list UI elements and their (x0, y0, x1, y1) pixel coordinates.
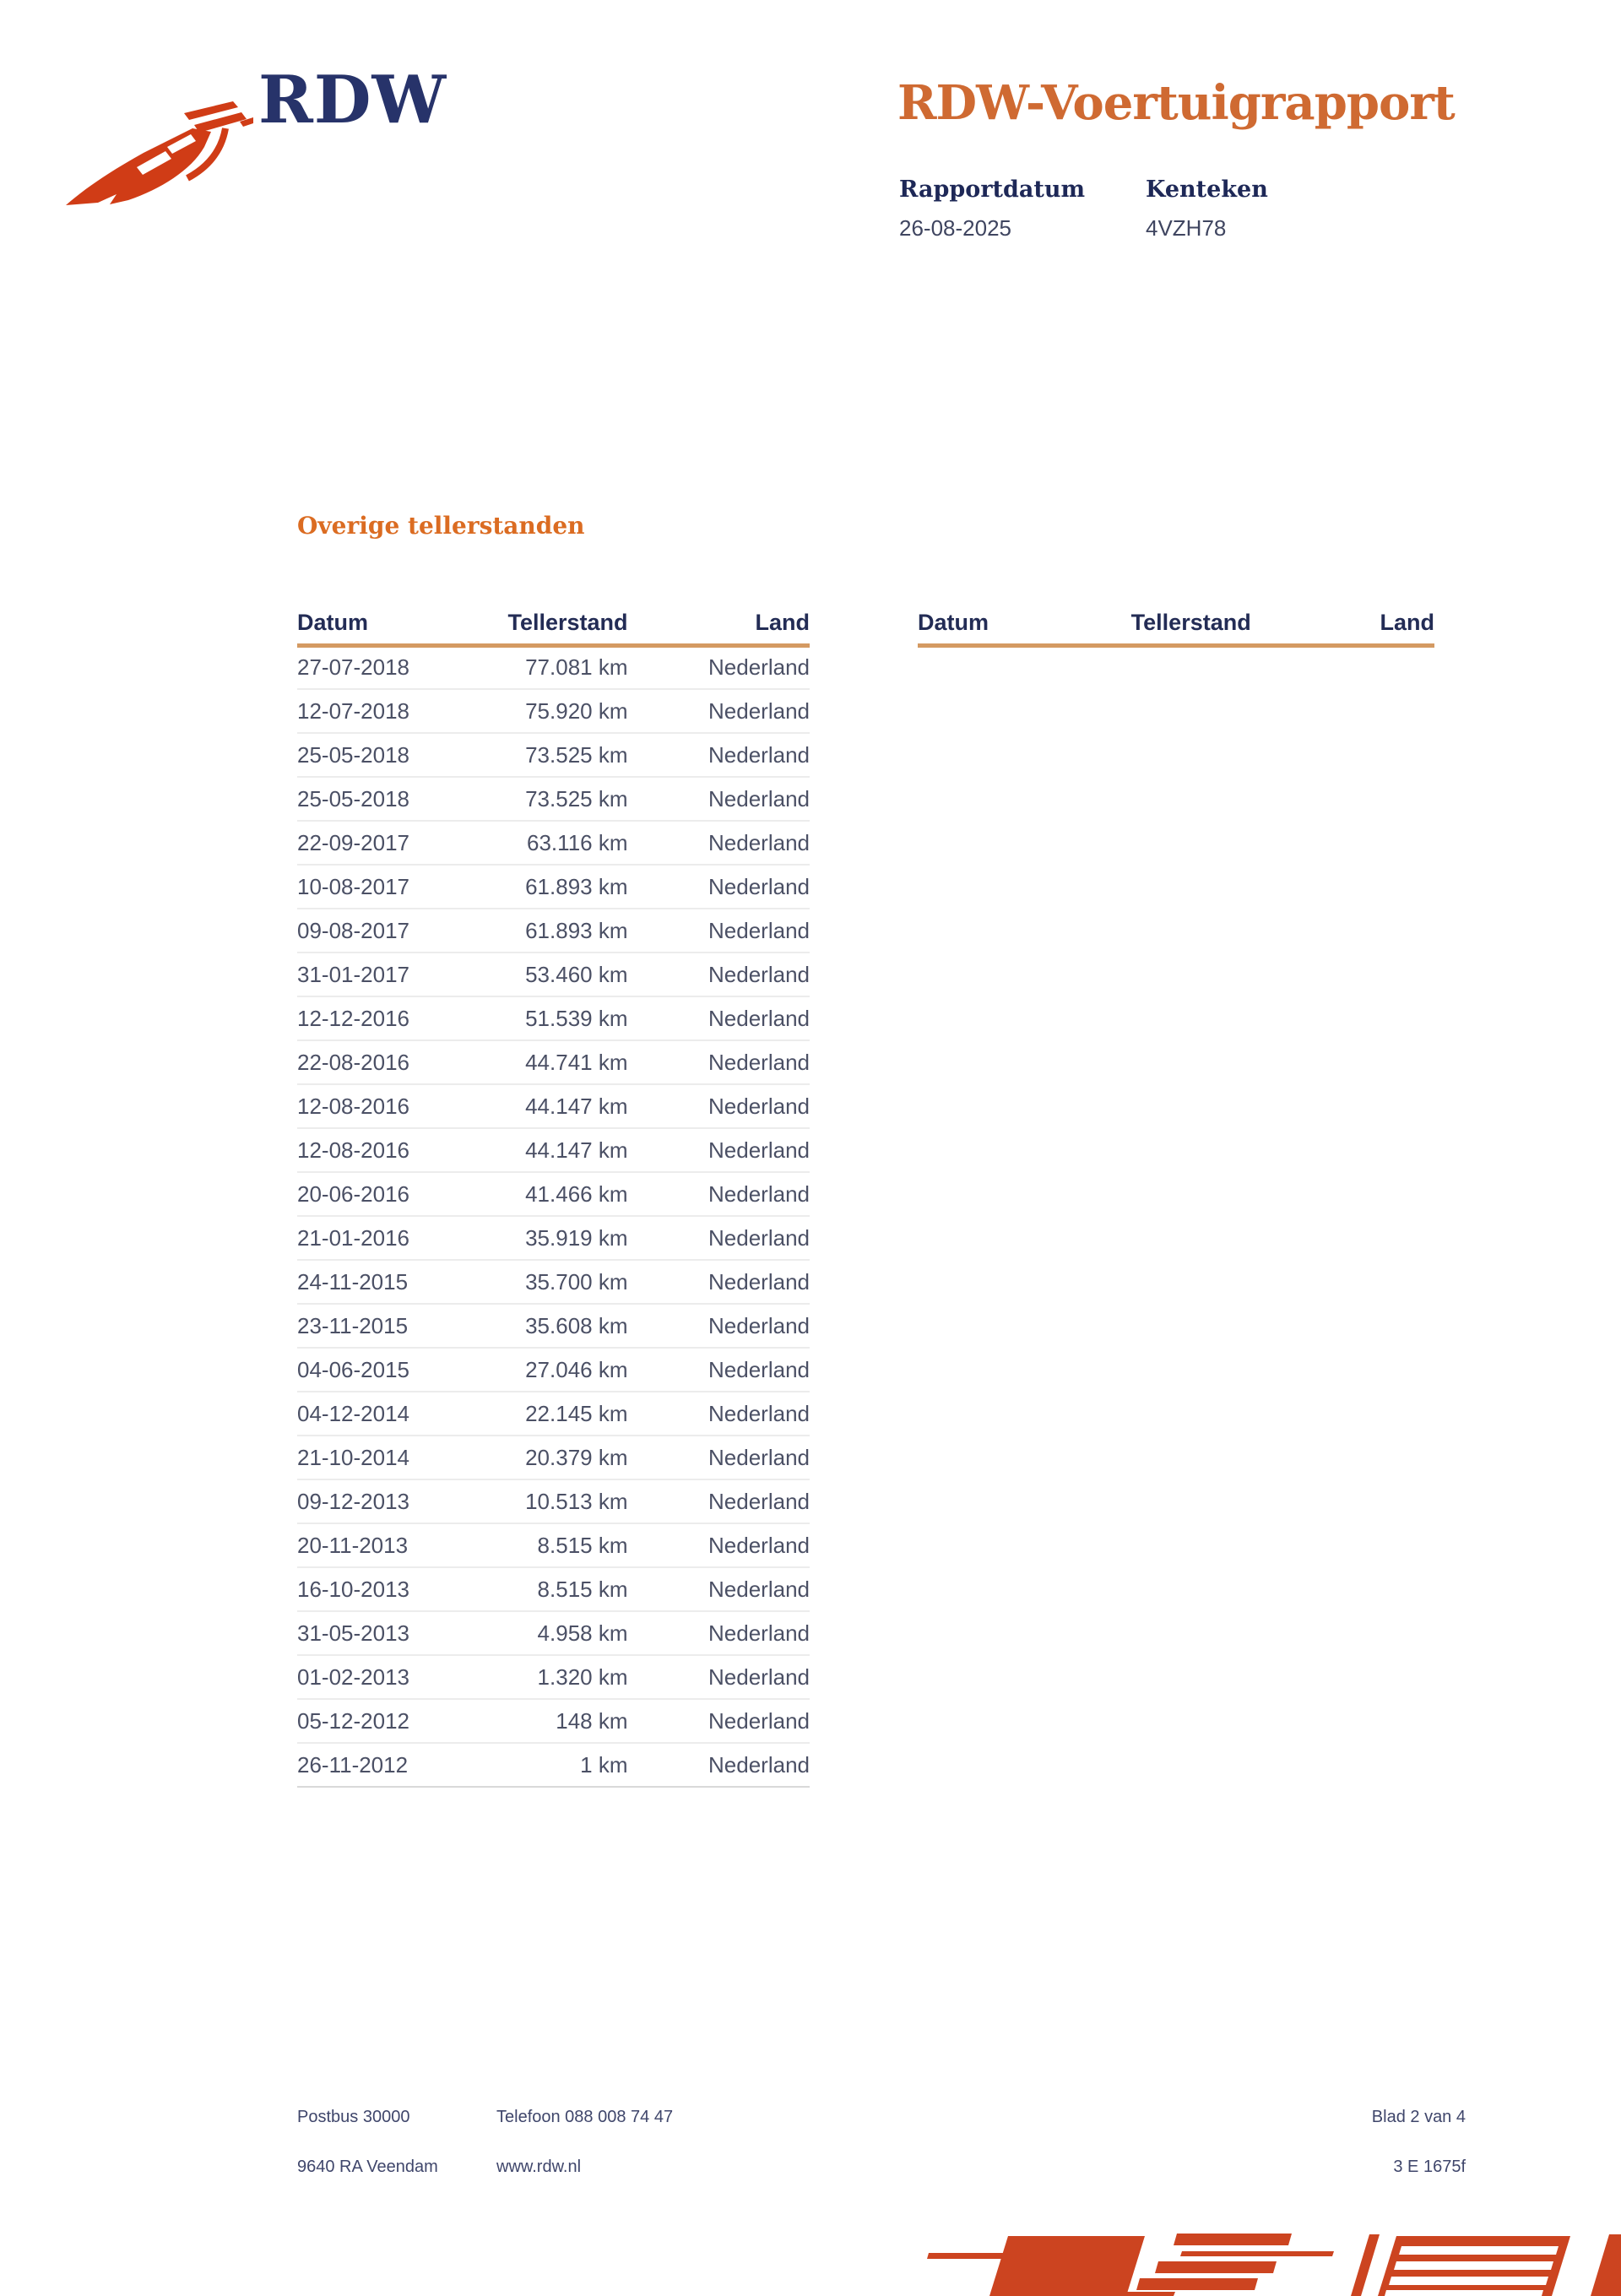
cell-datum: 12-08-2016 (297, 1084, 492, 1128)
cell-tellerstand: 1.320 km (492, 1655, 628, 1699)
cell-tellerstand: 51.539 km (492, 996, 628, 1040)
cell-tellerstand: 44.147 km (492, 1128, 628, 1172)
footer-contact (297, 2108, 673, 2176)
cell-tellerstand: 61.893 km (492, 909, 628, 953)
cell-tellerstand: 61.893 km (492, 865, 628, 909)
page-title: RDW-Voertuigrapport (897, 75, 1455, 131)
cell-datum: 10-08-2017 (297, 865, 492, 909)
table-row (297, 1479, 810, 1523)
cell-land: Nederland (628, 865, 810, 909)
cell-land: Nederland (628, 733, 810, 777)
cell-datum: 22-09-2017 (297, 821, 492, 865)
report-meta (899, 177, 1392, 240)
footer-phone: Telefoon 088 008 74 47 (496, 2108, 674, 2126)
cell-datum: 01-02-2013 (297, 1655, 492, 1699)
table-row (297, 1216, 810, 1260)
cell-datum: 04-06-2015 (297, 1348, 492, 1392)
page-indicator: Blad 2 van 4 (1371, 2108, 1466, 2126)
cell-datum: 12-12-2016 (297, 996, 492, 1040)
table-row (297, 1348, 810, 1392)
cell-land: Nederland (628, 777, 810, 821)
cell-datum: 27-07-2018 (297, 645, 492, 689)
cell-land: Nederland (628, 1655, 810, 1699)
cell-tellerstand: 44.147 km (492, 1084, 628, 1128)
cell-datum: 23-11-2015 (297, 1304, 492, 1348)
cell-tellerstand: 1 km (492, 1743, 628, 1787)
footer-phone-web-block (496, 2108, 673, 2176)
cell-land: Nederland (628, 909, 810, 953)
table-row (297, 909, 810, 953)
column-header-land: Land (1251, 611, 1434, 645)
cell-tellerstand: 35.700 km (492, 1260, 628, 1304)
cell-datum: 26-11-2012 (297, 1743, 492, 1787)
cell-tellerstand: 75.920 km (492, 689, 628, 733)
report-date-label: Rapportdatum (899, 176, 1086, 203)
cell-tellerstand: 63.116 km (492, 821, 628, 865)
table-row (297, 1128, 810, 1172)
rdw-feather-stripes-graphic-icon (895, 2221, 1621, 2296)
table-row (297, 1304, 810, 1348)
column-header-datum: Datum (918, 611, 1114, 645)
table-row (297, 777, 810, 821)
cell-land: Nederland (628, 1084, 810, 1128)
table-row (297, 1084, 810, 1128)
cell-datum: 12-08-2016 (297, 1128, 492, 1172)
cell-land: Nederland (628, 1479, 810, 1523)
cell-tellerstand: 44.741 km (492, 1040, 628, 1084)
cell-land: Nederland (628, 1523, 810, 1567)
cell-tellerstand: 77.081 km (492, 645, 628, 689)
cell-tellerstand: 20.379 km (492, 1436, 628, 1479)
cell-tellerstand: 148 km (492, 1699, 628, 1743)
cell-land: Nederland (628, 953, 810, 996)
section-heading-overige-tellerstanden: Overige tellerstanden (297, 512, 585, 540)
cell-datum: 25-05-2018 (297, 733, 492, 777)
rdw-wordmark: RDW (258, 62, 447, 138)
column-header-land: Land (628, 611, 810, 645)
column-header-tellerstand: Tellerstand (492, 611, 628, 645)
cell-tellerstand: 22.145 km (492, 1392, 628, 1436)
table-row (297, 733, 810, 777)
table-row (297, 1611, 810, 1655)
cell-datum: 21-10-2014 (297, 1436, 492, 1479)
cell-land: Nederland (628, 821, 810, 865)
form-code: 3 E 1675f (1393, 2158, 1466, 2176)
table-row (297, 1392, 810, 1436)
table-row (297, 953, 810, 996)
cell-datum: 21-01-2016 (297, 1216, 492, 1260)
cell-tellerstand: 53.460 km (492, 953, 628, 996)
cell-datum: 22-08-2016 (297, 1040, 492, 1084)
cell-datum: 31-05-2013 (297, 1611, 492, 1655)
footer-website: www.rdw.nl (496, 2158, 582, 2176)
cell-land: Nederland (628, 1304, 810, 1348)
column-header-tellerstand: Tellerstand (1114, 611, 1251, 645)
cell-datum: 09-08-2017 (297, 909, 492, 953)
cell-datum: 12-07-2018 (297, 689, 492, 733)
table-header-row (297, 611, 810, 645)
cell-datum: 04-12-2014 (297, 1392, 492, 1436)
table-row (297, 865, 810, 909)
cell-tellerstand: 8.515 km (492, 1567, 628, 1611)
cell-land: Nederland (628, 1348, 810, 1392)
cell-tellerstand: 27.046 km (492, 1348, 628, 1392)
footer-city: 9640 RA Veendam (297, 2158, 438, 2176)
cell-datum: 09-12-2013 (297, 1479, 492, 1523)
table-row (297, 1523, 810, 1567)
footer-postbox: Postbus 30000 (297, 2108, 410, 2126)
cell-datum: 31-01-2017 (297, 953, 492, 996)
odometer-table-right (918, 611, 1434, 648)
license-plate-value: 4VZH78 (1146, 214, 1227, 241)
table-row (297, 1743, 810, 1787)
table-row (297, 1172, 810, 1216)
cell-datum: 25-05-2018 (297, 777, 492, 821)
cell-datum: 20-06-2016 (297, 1172, 492, 1216)
table-row (297, 821, 810, 865)
table-row (297, 1040, 810, 1084)
cell-datum: 20-11-2013 (297, 1523, 492, 1567)
cell-datum: 16-10-2013 (297, 1567, 492, 1611)
cell-land: Nederland (628, 1567, 810, 1611)
table-row (297, 1655, 810, 1699)
cell-land: Nederland (628, 1260, 810, 1304)
cell-land: Nederland (628, 1172, 810, 1216)
cell-tellerstand: 73.525 km (492, 733, 628, 777)
cell-datum: 05-12-2012 (297, 1699, 492, 1743)
cell-land: Nederland (628, 1611, 810, 1655)
cell-tellerstand: 35.919 km (492, 1216, 628, 1260)
table-row (297, 1436, 810, 1479)
cell-tellerstand: 73.525 km (492, 777, 628, 821)
cell-datum: 24-11-2015 (297, 1260, 492, 1304)
table-row (297, 1699, 810, 1743)
license-plate-block (1146, 177, 1392, 240)
cell-tellerstand: 35.608 km (492, 1304, 628, 1348)
report-date-value: 26-08-2025 (899, 214, 1011, 241)
table-row (297, 645, 810, 689)
cell-land: Nederland (628, 1216, 810, 1260)
rdw-feather-logo-icon (59, 93, 253, 215)
report-date-block (899, 177, 1146, 240)
table-header-row (918, 611, 1434, 645)
cell-tellerstand: 4.958 km (492, 1611, 628, 1655)
cell-land: Nederland (628, 1436, 810, 1479)
cell-land: Nederland (628, 1040, 810, 1084)
cell-land: Nederland (628, 1743, 810, 1787)
cell-tellerstand: 10.513 km (492, 1479, 628, 1523)
table-row (297, 1260, 810, 1304)
cell-land: Nederland (628, 996, 810, 1040)
cell-land: Nederland (628, 1392, 810, 1436)
table-row (297, 1567, 810, 1611)
cell-tellerstand: 8.515 km (492, 1523, 628, 1567)
odometer-table-left (297, 611, 810, 1788)
table-row (297, 996, 810, 1040)
cell-land: Nederland (628, 689, 810, 733)
cell-tellerstand: 41.466 km (492, 1172, 628, 1216)
footer-address-block (297, 2108, 496, 2176)
table-row (297, 689, 810, 733)
cell-land: Nederland (628, 1128, 810, 1172)
footer-page-info (1372, 2108, 1466, 2176)
cell-land: Nederland (628, 645, 810, 689)
column-header-datum: Datum (297, 611, 492, 645)
license-plate-label: Kenteken (1146, 176, 1268, 203)
cell-land: Nederland (628, 1699, 810, 1743)
